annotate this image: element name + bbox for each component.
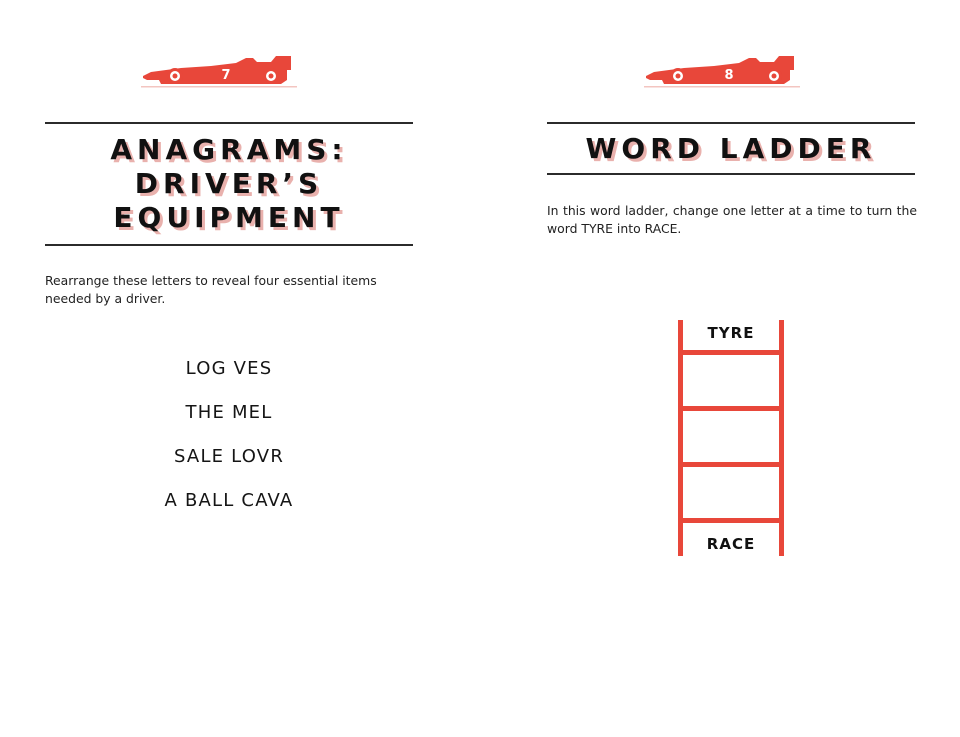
anagram-list: [45, 355, 413, 531]
instructions: In this word ladder, change one letter at a time to turn the word TYRE into RACE.: [547, 203, 917, 236]
page-title: [45, 133, 413, 235]
title-line: DRIVER’S: [134, 167, 324, 200]
ladder-rung: [678, 406, 784, 411]
ladder-rung: [678, 518, 784, 523]
word-ladder: [678, 320, 784, 556]
divider-top: [547, 122, 915, 124]
anagram-item: SALE LOVR: [173, 446, 285, 467]
anagram-item: LOG VES: [185, 358, 273, 379]
race-car-icon: [141, 54, 297, 90]
ladder-end-word: RACE: [706, 535, 756, 553]
page-title: WORD LADDER: [585, 132, 877, 165]
anagram-item: THE MEL: [185, 402, 273, 423]
car-number: 8: [724, 68, 734, 83]
anagram-item: A BALL CAVA: [164, 490, 294, 511]
instructions: Rearrange these letters to reveal four essential items needed by a driver.: [45, 273, 377, 306]
divider-bottom: [547, 173, 915, 175]
car-number: 7: [221, 68, 231, 83]
ladder-start-word: TYRE: [707, 324, 755, 342]
title-line: ANAGRAMS:: [110, 133, 348, 166]
divider-top: [45, 122, 413, 124]
divider-bottom: [45, 244, 413, 246]
ladder-rung: [678, 462, 784, 467]
race-car-icon: [644, 54, 800, 90]
ladder-rung: [678, 350, 784, 355]
title-line: EQUIPMENT: [113, 201, 345, 234]
